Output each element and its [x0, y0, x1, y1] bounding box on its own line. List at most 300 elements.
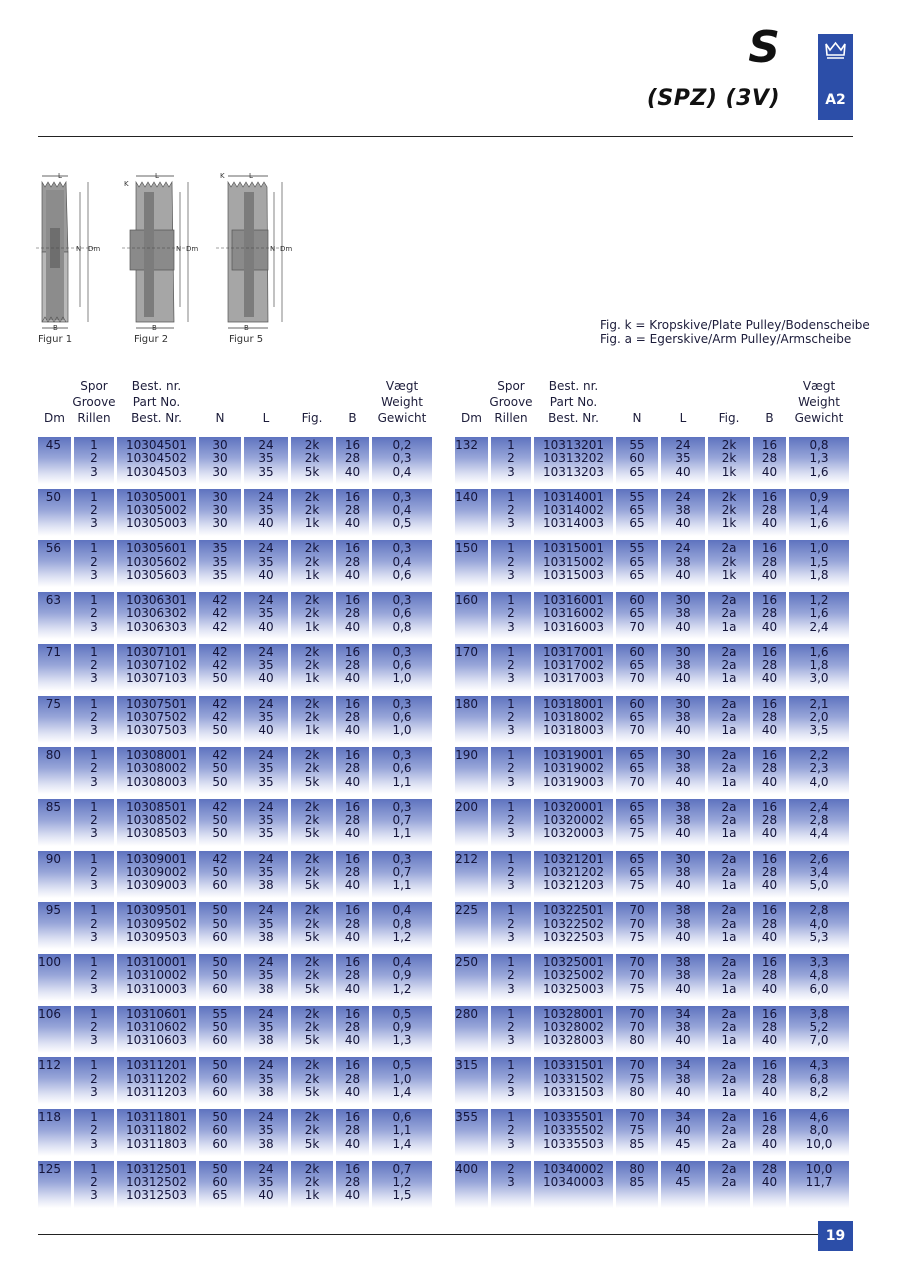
cell-values	[491, 1161, 531, 1190]
cell-line: 2	[90, 606, 98, 621]
cell-line: 65	[212, 1188, 228, 1203]
cell-line: 65	[629, 799, 645, 814]
cell-values	[336, 747, 369, 789]
cell-line: 60	[629, 451, 645, 466]
cell-line: 2k	[304, 1175, 320, 1190]
cell-line: 1	[507, 1110, 515, 1125]
table-cell-fig	[708, 540, 750, 587]
table-cell-l	[244, 489, 288, 536]
cell-line: 40	[761, 1084, 778, 1099]
column-header-fig: Fig.	[718, 411, 740, 425]
table-cell-weight	[789, 747, 849, 794]
table-cell-weight	[789, 592, 849, 639]
cell-line: 1,1	[392, 826, 412, 841]
table-cell-groove	[491, 696, 531, 743]
table-cell-l	[661, 1057, 705, 1104]
cell-values	[708, 1161, 750, 1190]
cell-line: 2,4	[809, 799, 829, 814]
cell-line: 28	[344, 502, 361, 517]
cell-line: 2a	[721, 1175, 737, 1190]
table-cell-fig	[291, 1006, 333, 1053]
cell-line: 50	[212, 968, 228, 983]
cell-line: 40	[344, 516, 361, 531]
cell-values	[491, 851, 531, 893]
table-cell-n	[199, 592, 241, 639]
cell-line: 60	[629, 696, 645, 711]
figure-2-b-label: B	[152, 324, 157, 332]
cell-line: 16	[761, 955, 778, 969]
cell-line: 35	[258, 774, 274, 789]
cell-line: 10308502	[125, 813, 188, 828]
cell-values	[534, 902, 613, 944]
cell-line: 2a	[721, 541, 737, 556]
cell-line: 1,4	[809, 502, 829, 517]
cell-line: 1a	[721, 1084, 737, 1099]
cell-values	[74, 747, 114, 789]
column-header-weight: Vægt Weight Gewicht	[794, 379, 844, 425]
cell-values	[74, 437, 114, 479]
cell-line: 8,0	[809, 1123, 829, 1138]
cell-values	[291, 1006, 333, 1048]
table-cell-part	[117, 644, 196, 691]
cell-line: 65	[629, 748, 645, 763]
table-cell-fig	[291, 489, 333, 536]
cell-line: 2k	[304, 606, 320, 621]
cell-line: 30	[212, 489, 228, 504]
cell-line: 2a	[721, 813, 737, 828]
column-header-l: L	[679, 411, 687, 425]
cell-line: 1,0	[392, 671, 412, 686]
cell-line: 10307502	[125, 709, 188, 724]
cell-line: 85	[629, 1175, 645, 1190]
table-cell-l	[244, 540, 288, 587]
table-cell-weight	[789, 1161, 849, 1208]
cell-line: 38	[675, 658, 691, 673]
cell-line: 10315001	[542, 541, 605, 556]
cell-line: 10312502	[125, 1175, 188, 1190]
cell-values	[491, 1006, 531, 1048]
cell-line: 38	[675, 955, 691, 969]
figure-5-l-label: L	[249, 172, 253, 180]
cell-line: 28	[344, 1071, 361, 1086]
cell-line: 10309501	[125, 903, 188, 918]
cell-values	[336, 1109, 369, 1151]
figure-5-k-label: K	[220, 172, 225, 180]
table-cell-n	[199, 1109, 241, 1156]
table-cell-groove	[74, 954, 114, 1001]
table-cell-fig	[291, 1161, 333, 1208]
table-cell-fig	[708, 954, 750, 1001]
cell-line: 1k	[304, 1188, 320, 1203]
cell-line: 38	[258, 1136, 274, 1151]
table-cell-dm	[38, 437, 71, 484]
cell-line: 10310603	[125, 1033, 188, 1048]
cell-line: 10325002	[542, 968, 605, 983]
cell-values	[616, 437, 658, 479]
table-cell-fig	[708, 437, 750, 484]
cell-line: 35	[258, 1071, 274, 1086]
cell-line: 1	[90, 851, 98, 866]
table-cell-l	[244, 747, 288, 794]
cell-line: 3	[90, 671, 98, 686]
table-row-group	[38, 1057, 432, 1104]
cell-line: 10321201	[542, 851, 605, 866]
cell-line: 2a	[721, 1123, 737, 1138]
cell-values	[372, 954, 432, 996]
table-cell-dm	[455, 489, 488, 536]
cell-line: 40	[258, 567, 274, 582]
cell-line: 3	[507, 826, 515, 841]
cell-line: 38	[258, 878, 274, 893]
table-cell-b	[753, 747, 786, 794]
cell-line: 60	[212, 981, 228, 996]
cell-line: 28	[761, 1161, 778, 1176]
table-cell-n	[616, 1057, 658, 1104]
cell-line: 40	[761, 516, 778, 531]
cell-line: 40	[761, 464, 778, 479]
cell-values	[199, 954, 241, 996]
table-cell-n	[199, 954, 241, 1001]
cell-line: 24	[258, 1058, 274, 1073]
cell-line: 28	[344, 1123, 361, 1138]
cell-line: 35	[258, 1019, 274, 1034]
cell-line: 1,6	[809, 606, 829, 621]
table-cell-b	[336, 851, 369, 898]
cell-line: 16	[761, 903, 778, 918]
cell-values	[534, 747, 613, 789]
table-cell-l	[661, 1006, 705, 1053]
cell-line: 2	[507, 916, 515, 931]
cell-line: 2k	[304, 851, 320, 866]
table-cell-weight	[372, 1161, 432, 1208]
cell-line: 2a	[721, 709, 737, 724]
table-row-group	[38, 799, 432, 846]
table-cell-part	[534, 1057, 613, 1104]
column-header-dm: Dm	[44, 411, 65, 425]
cell-values	[372, 851, 432, 893]
cell-values	[336, 851, 369, 893]
cell-line: 2	[507, 502, 515, 517]
cell-line: 34	[675, 1058, 691, 1073]
cell-line: 40	[675, 1084, 691, 1099]
cell-line: 28	[761, 709, 778, 724]
cell-values	[708, 1109, 750, 1151]
cell-values	[199, 747, 241, 789]
table-cell-l	[661, 799, 705, 846]
column-header-groove: Spor Groove Rillen	[489, 379, 533, 425]
table-cell-fig	[291, 696, 333, 743]
cell-line: 10325001	[542, 955, 605, 969]
cell-line: 10311802	[125, 1123, 188, 1138]
cell-line: 28	[344, 916, 361, 931]
cell-values	[372, 747, 432, 789]
cell-line: 16	[344, 489, 361, 504]
cell-values	[336, 1161, 369, 1203]
table-cell-fig	[708, 902, 750, 949]
cell-line: 10307503	[125, 723, 188, 738]
cell-values	[244, 696, 288, 738]
cell-line: 2k	[304, 1071, 320, 1086]
cell-values	[534, 540, 613, 582]
cell-line: 40	[344, 981, 361, 996]
cell-line: 1k	[721, 516, 737, 531]
cell-values	[117, 1109, 196, 1151]
cell-line: 0,6	[392, 1110, 412, 1125]
table-row-group	[455, 540, 849, 587]
cell-line: 60	[212, 1136, 228, 1151]
cell-line: 1,4	[392, 1136, 412, 1151]
cell-line: 40	[675, 1123, 691, 1138]
cell-line: 38	[675, 502, 691, 517]
cell-values	[661, 1161, 705, 1190]
dm-value: 95	[45, 903, 61, 918]
table-cell-groove	[74, 696, 114, 743]
cell-values	[753, 1057, 786, 1099]
cell-line: 40	[761, 723, 778, 738]
table-cell-l	[661, 437, 705, 484]
cell-line: 10316002	[542, 606, 605, 621]
cell-line: 28	[344, 554, 361, 569]
cell-line: 1	[507, 644, 515, 659]
table-cell-b	[336, 1006, 369, 1053]
cell-values	[372, 489, 432, 531]
cell-values	[291, 799, 333, 841]
cell-values	[74, 1109, 114, 1151]
cell-line: 40	[675, 878, 691, 893]
cell-line: 10312503	[125, 1188, 188, 1203]
cell-values	[616, 592, 658, 634]
cell-line: 45	[675, 1175, 691, 1190]
cell-line: 2k	[304, 916, 320, 931]
table-cell-part	[117, 1057, 196, 1104]
table-cell-groove	[491, 437, 531, 484]
table-row-group	[455, 902, 849, 949]
table-cell-part	[117, 954, 196, 1001]
table-cell-n	[616, 1161, 658, 1208]
cell-line: 10321202	[542, 864, 605, 879]
cell-line: 16	[761, 644, 778, 659]
cell-line: 50	[212, 916, 228, 931]
table-cell-b	[753, 1109, 786, 1156]
table-cell-fig	[708, 799, 750, 846]
table-cell-groove	[74, 489, 114, 536]
dm-value: 190	[455, 748, 478, 763]
cell-line: 70	[629, 968, 645, 983]
cell-values	[372, 1161, 432, 1203]
cell-line: 2k	[721, 489, 737, 504]
dm-value: 118	[38, 1110, 61, 1125]
cell-line: 60	[212, 1084, 228, 1099]
cell-line: 40	[344, 1033, 361, 1048]
cell-line: 28	[761, 554, 778, 569]
cell-line: 3	[90, 1136, 98, 1151]
table-cell-n	[616, 747, 658, 794]
cell-line: 10311202	[125, 1071, 188, 1086]
cell-line: 5,3	[809, 929, 829, 944]
table-cell-l	[244, 1161, 288, 1208]
cell-line: 24	[675, 489, 691, 504]
cell-values	[491, 1057, 531, 1099]
cell-line: 10305001	[125, 489, 188, 504]
cell-line: 16	[761, 1110, 778, 1125]
cell-line: 0,3	[392, 696, 412, 711]
cell-values	[291, 489, 333, 531]
table-cell-l	[661, 747, 705, 794]
table-cell-l	[661, 540, 705, 587]
cell-line: 2k	[304, 748, 320, 763]
table-row-group	[38, 747, 432, 794]
cell-values	[534, 696, 613, 738]
table-cell-groove	[74, 902, 114, 949]
dm-value: 80	[45, 748, 61, 763]
table-cell-b	[753, 1006, 786, 1053]
table-cell-n	[616, 902, 658, 949]
cell-line: 1,3	[392, 1033, 412, 1048]
cell-line: 2	[507, 658, 515, 673]
cell-line: 38	[675, 606, 691, 621]
table-cell-n	[199, 489, 241, 536]
cell-line: 35	[258, 464, 274, 479]
cell-line: 0,4	[392, 903, 412, 918]
cell-values	[74, 696, 114, 738]
table-cell-part	[117, 437, 196, 484]
cell-line: 40	[761, 826, 778, 841]
table-row-group	[455, 851, 849, 898]
cell-line: 4,8	[809, 968, 829, 983]
table-cell-part	[534, 747, 613, 794]
cell-line: 40	[675, 723, 691, 738]
cell-values	[534, 954, 613, 996]
cell-line: 11,7	[805, 1175, 833, 1190]
cell-line: 10307501	[125, 696, 188, 711]
cell-line: 4,4	[809, 826, 829, 841]
cell-line: 2k	[304, 813, 320, 828]
cell-values	[372, 1109, 432, 1151]
cell-line: 50	[212, 1019, 228, 1034]
cell-line: 10307103	[125, 671, 188, 686]
table-cell-part	[117, 696, 196, 743]
table-cell-weight	[372, 747, 432, 794]
table-cell-b	[753, 437, 786, 484]
cell-line: 40	[761, 1175, 778, 1190]
cell-values	[117, 696, 196, 738]
cell-line: 40	[761, 619, 778, 634]
table-row-group	[455, 1109, 849, 1156]
cell-line: 10313202	[542, 451, 605, 466]
dm-value: 225	[455, 903, 478, 918]
cell-line: 3	[90, 878, 98, 893]
cell-line: 10305002	[125, 502, 188, 517]
cell-line: 42	[212, 851, 228, 866]
table-cell-dm	[455, 592, 488, 639]
cell-values	[661, 954, 705, 996]
table-cell-n	[199, 1161, 241, 1208]
cell-values	[199, 592, 241, 634]
cell-line: 1	[90, 799, 98, 814]
table-cell-dm	[38, 851, 71, 898]
table-cell-fig	[291, 954, 333, 1001]
cell-values	[789, 540, 849, 582]
cell-line: 40	[761, 878, 778, 893]
legend-arm-pulley: Fig. a = Egerskive/Arm Pulley/Armscheibe	[600, 332, 852, 346]
table-cell-dm	[38, 696, 71, 743]
cell-line: 10305602	[125, 554, 188, 569]
cell-values	[117, 1006, 196, 1048]
table-cell-weight	[789, 799, 849, 846]
cell-values	[372, 1057, 432, 1099]
table-cell-n	[616, 1109, 658, 1156]
table-cell-part	[534, 902, 613, 949]
table-row-group	[455, 437, 849, 484]
table-cell-part	[117, 1109, 196, 1156]
table-cell-dm	[38, 799, 71, 846]
table-cell-dm	[38, 1057, 71, 1104]
table-cell-l	[244, 954, 288, 1001]
cell-line: 60	[212, 1123, 228, 1138]
cell-line: 16	[344, 541, 361, 556]
cell-line: 16	[761, 696, 778, 711]
cell-line: 16	[344, 1161, 361, 1176]
table-cell-n	[616, 489, 658, 536]
cell-line: 35	[258, 1175, 274, 1190]
cell-line: 0,3	[392, 451, 412, 466]
cell-line: 1	[90, 1110, 98, 1125]
table-row-group	[455, 954, 849, 1001]
table-cell-n	[199, 1057, 241, 1104]
cell-line: 70	[629, 774, 645, 789]
cell-line: 16	[761, 593, 778, 608]
cell-values	[244, 1161, 288, 1203]
table-cell-b	[753, 540, 786, 587]
cell-line: 2k	[721, 438, 737, 452]
cell-values	[244, 902, 288, 944]
legend-plate-pulley: Fig. k = Kropskive/Plate Pulley/Bodenscheibe	[600, 318, 870, 332]
table-cell-part	[534, 1006, 613, 1053]
cell-line: 10320002	[542, 813, 605, 828]
cell-line: 10316001	[542, 593, 605, 608]
cell-values	[372, 644, 432, 686]
cell-line: 60	[212, 878, 228, 893]
table-cell-l	[244, 696, 288, 743]
cell-values	[661, 489, 705, 531]
cell-line: 42	[212, 593, 228, 608]
cell-line: 2	[507, 1123, 515, 1138]
cell-line: 10309502	[125, 916, 188, 931]
cell-values	[291, 902, 333, 944]
cell-values	[708, 696, 750, 738]
cell-line: 2a	[721, 748, 737, 763]
cell-line: 5k	[304, 878, 320, 893]
table-cell-fig	[291, 1109, 333, 1156]
cell-values	[372, 696, 432, 738]
cell-line: 3,3	[809, 955, 829, 969]
cell-values	[534, 437, 613, 479]
cell-line: 38	[258, 929, 274, 944]
cell-line: 2k	[304, 438, 320, 452]
cell-line: 2a	[721, 1071, 737, 1086]
cell-line: 24	[675, 438, 691, 452]
section-tab-label: A2	[825, 92, 846, 108]
column-header-groove: Spor Groove Rillen	[72, 379, 116, 425]
cell-line: 0,7	[392, 1161, 412, 1176]
column-header-dm: Dm	[461, 411, 482, 425]
cell-line: 10331503	[542, 1084, 605, 1099]
cell-line: 1a	[721, 1033, 737, 1048]
cell-line: 0,4	[392, 955, 412, 969]
cell-line: 6,8	[809, 1071, 829, 1086]
cell-values	[753, 437, 786, 479]
table-cell-n	[616, 644, 658, 691]
